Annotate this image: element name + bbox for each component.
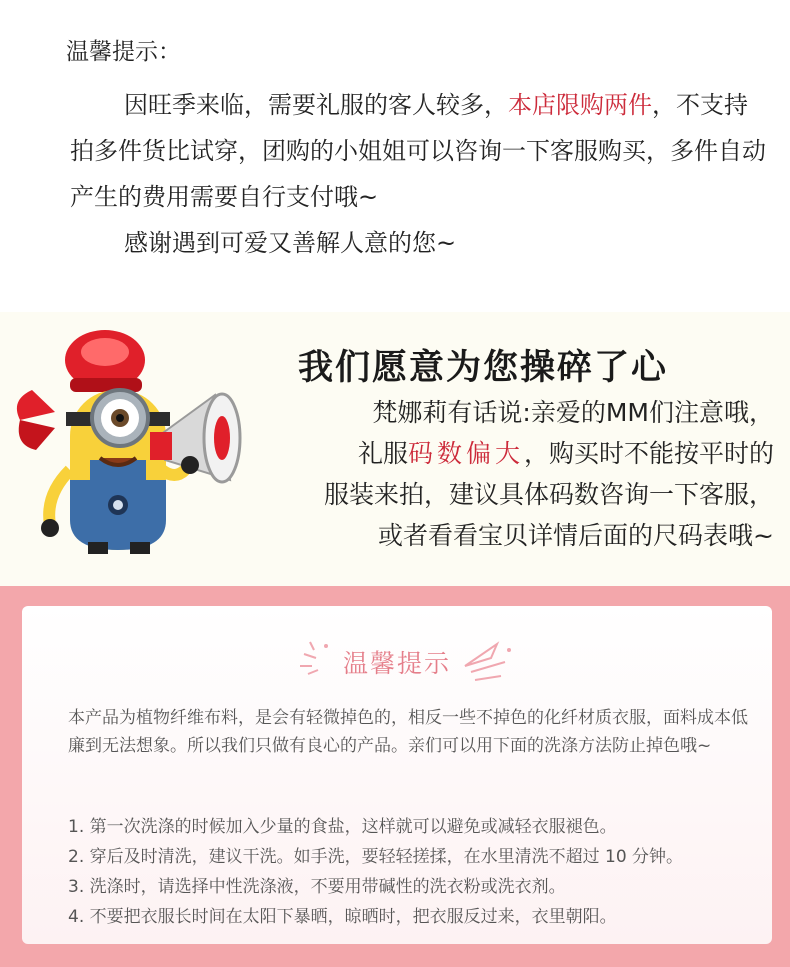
size-line: 服装来拍，建议具体码数咨询一下客服， [323, 480, 774, 509]
size-line: 或者看看宝贝详情后面的尺码表哦~ [378, 521, 774, 550]
list-item: 3. 洗涤时，请选择中性洗涤液，不要用带碱性的洗衣粉或洗衣剂。 [68, 877, 566, 897]
notice-body [70, 82, 770, 266]
care-intro: 本产品为植物纤维布料，是会有轻微掉色的，相反一些不掉色的化纤材质衣服，面料成本低廉到无法想象。所以我们只做有良心的产品。亲们可以用下面的洗涤方法防止掉色哦~ [68, 708, 748, 756]
care-section [0, 586, 790, 967]
size-line-text: ，购买时不能按平时的 [523, 439, 774, 468]
care-list [68, 812, 758, 932]
notice-text: ，不支持拍多件货比试穿，团购的小姐姐可以咨询一下客服购买，多件自动产生的费用需要自行支付哦~ [70, 91, 766, 211]
size-headline: 我们愿意为您操碎了心 [298, 348, 669, 388]
decoration-right-icon [457, 636, 517, 686]
care-title: 温馨提示 [342, 649, 451, 678]
notice-title: 温馨提示： [66, 39, 181, 65]
notice-paragraph-2 [70, 220, 770, 266]
notice-text: 因旺季来临，需要礼服的客人较多， [124, 91, 508, 119]
notice-section [0, 0, 790, 312]
list-item: 4. 不要把衣服长时间在太阳下暴晒，晾晒时，把衣服反过来，衣里朝阳。 [68, 907, 617, 927]
care-card [22, 606, 772, 944]
size-notice-text [324, 392, 774, 556]
thanks-text: 感谢遇到可爱又善解人意的您~ [124, 229, 457, 257]
minion-megaphone-icon [10, 320, 270, 555]
size-line [324, 433, 774, 474]
purchase-limit-highlight: 本店限购两件 [508, 91, 652, 119]
size-line: 梵娜莉有话说:亲爱的MM们注意哦， [372, 398, 774, 427]
size-notice-section [0, 312, 790, 586]
notice-paragraph-1 [70, 82, 770, 220]
size-large-highlight: 码数偏大 [407, 439, 524, 468]
list-item: 2. 穿后及时清洗，建议干洗。如手洗，要轻轻搓揉，在水里清洗不超过 10 分钟。 [68, 847, 684, 867]
size-line-text: 礼服 [357, 439, 408, 468]
list-item: 1. 第一次洗涤的时候加入少量的食盐，这样就可以避免或减轻衣服褪色。 [68, 817, 617, 837]
